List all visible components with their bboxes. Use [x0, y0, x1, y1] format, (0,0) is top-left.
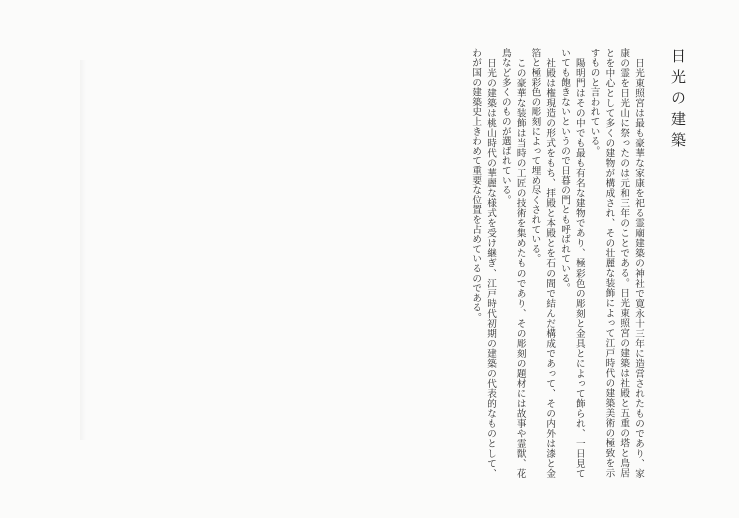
manuscript-paragraph: 陽明門はその中でも最も有名な建物であり、極彩色の彫刻と金具とによって飾られ、一日見ていても飽きないというので日暮の門とも呼ばれている。	[559, 48, 585, 478]
manuscript-paragraph: 社殿は権現造の形式をもち、拝殿と本殿とを石の間で結んだ構成であって、その内外は漆と金箔と極彩色の彫刻によって埋め尽くされている。	[529, 48, 556, 478]
manuscript-paragraph: この豪華な装飾は当時の工匠の技術を集めたものであり、その彫刻の題材には故事や霊獣、花鳥など多くのものが選ばれている。	[499, 48, 526, 478]
page-shadow	[80, 60, 86, 440]
manuscript-body	[105, 48, 645, 478]
manuscript-paragraph: 日光の建築は桃山時代の華麗な様式を受け継ぎ、江戸時代初期の建築の代表的なものとして、わが国の建築史上きわめて重要な位置を占めているのである。	[470, 48, 497, 478]
document-title: 日光の建築	[669, 48, 687, 153]
manuscript-paragraph: 日光東照宮は最も豪華な家康を祀る霊廟建築の神社で寛永十三年に造営されたものであり、家康の霊を日光山に祭ったのは元和三年のことである。日光東照宮の建築は社殿と五重の塔と鳥居とを中心として多くの建物が構成され、その壮麗な装飾によって江戸時代の建築美術の極致を示すものと言われている。	[588, 48, 644, 478]
